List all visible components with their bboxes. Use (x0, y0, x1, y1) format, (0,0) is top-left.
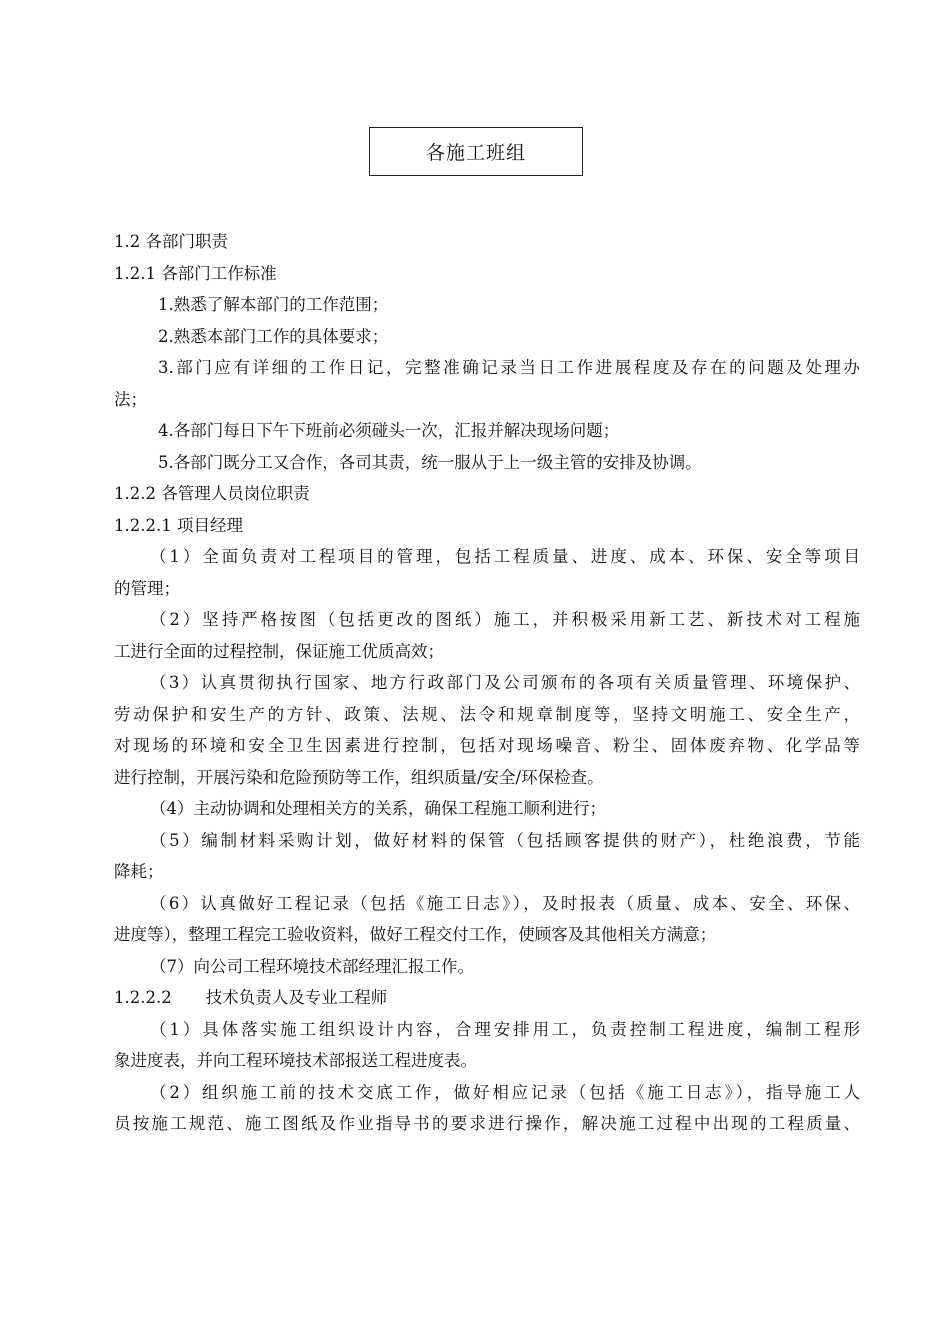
paragraph-line: （1）具体落实施工组织设计内容，合理安排用工，负责控制工程进度，编制工程形 (150, 1019, 860, 1039)
paragraph-line: 降耗； (114, 862, 164, 881)
paragraph-line: （2）坚持严格按图（包括更改的图纸）施工，并积极采用新工艺、新技术对工程施 (150, 610, 860, 629)
list-item: 5.各部门既分工又合作，各司其责，统一服从于上一级主管的安排及协调。 (158, 452, 702, 472)
paragraph-line: 进度等），整理工程完工验收资料，做好工程交付工作，使顾客及其他相关方满意； (114, 925, 717, 944)
list-item: 2.熟悉本部门工作的具体要求； (158, 326, 389, 346)
paragraph-line: （6）认真做好工程记录（包括《施工日志》），及时报表（质量、成本、安全、环保、 (150, 893, 860, 913)
paragraph-line: （5）编制材料采购计划，做好材料的保管（包括顾客提供的财产），杜绝浪费，节能 (150, 830, 860, 850)
subsection-heading: 1.2.1 各部门工作标准 (114, 263, 277, 283)
subsubsection-heading (114, 982, 860, 1014)
paragraph-line: （4）主动协调和处理相关方的关系，确保工程施工顺利进行； (150, 799, 606, 818)
paragraph-line: 劳动保护和安生产的方针、政策、法规、法令和规章制度等，坚持文明施工、安全生产， (114, 704, 860, 724)
paragraph-line: 对现场的环境和安全卫生因素进行控制，包括对现场噪音、粉尘、固体废弃物、化学品等 (114, 736, 860, 755)
paragraph-line: 象进度表，并向工程环境技术部报送工程进度表。 (114, 1051, 477, 1070)
heading-number: 1.2.2.2 (114, 988, 172, 1007)
paragraph-line: 进行控制，开展污染和危险预防等工作，组织质量/安全/环保检查。 (114, 767, 604, 787)
list-item-continued: 法； (114, 389, 147, 409)
heading-text: 技术负责人及专业工程师 (205, 988, 388, 1007)
subsubsection-heading: 1.2.2.1 项目经理 (114, 515, 243, 535)
paragraph-line: 工进行全面的过程控制，保证施工优质高效； (114, 641, 444, 661)
list-item: 1.熟悉了解本部门的工作范围； (158, 295, 389, 314)
section-heading: 1.2 各部门职责 (114, 232, 228, 251)
paragraph-line: （3）认真贯彻执行国家、地方行政部门及公司颁布的各项有关质量管理、环境保护、 (150, 673, 860, 692)
paragraph-line: （2）组织施工前的技术交底工作，做好相应记录（包括《施工日志》），指导施工人 (150, 1082, 860, 1102)
paragraph-line: （7）向公司工程环境技术部经理汇报工作。 (150, 956, 474, 976)
subsection-heading: 1.2.2 各管理人员岗位职责 (114, 484, 310, 503)
list-item: 4.各部门每日下午下班前必须碰头一次，汇报并解决现场问题； (158, 421, 620, 440)
page-title: 各施工班组 (369, 127, 583, 176)
paragraph-line: （1）全面负责对工程项目的管理，包括工程质量、进度、成本、环保、安全等项目 (150, 547, 860, 566)
paragraph-line: 的管理； (114, 578, 180, 598)
document-body (114, 226, 860, 1140)
paragraph-line: 员按施工规范、施工图纸及作业指导书的要求进行操作，解决施工过程中出现的工程质量、 (114, 1114, 860, 1133)
list-item: 3.部门应有详细的工作日记，完整准确记录当日工作进展程度及存在的问题及处理办 (158, 358, 860, 377)
